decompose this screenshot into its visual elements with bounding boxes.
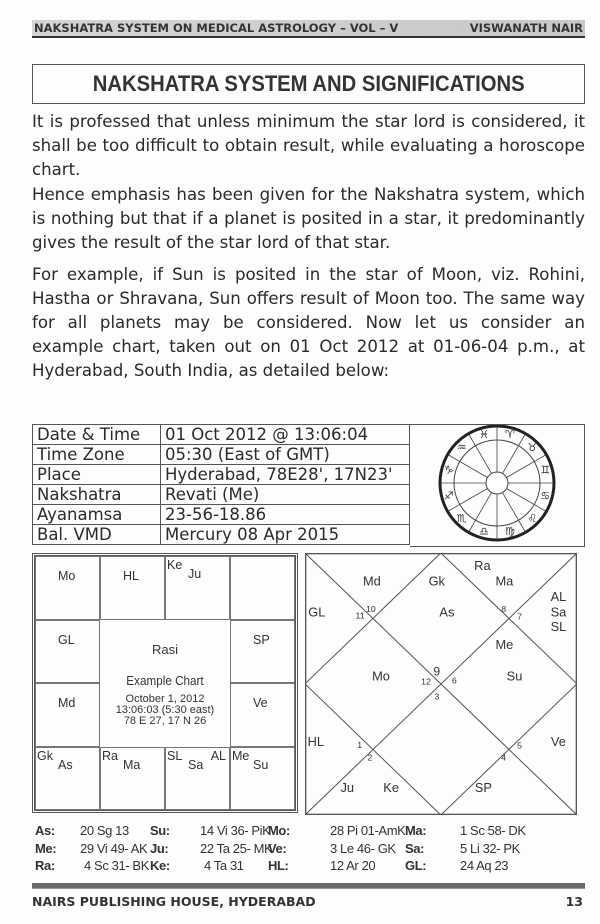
taurus-icon: ♉ <box>527 441 538 455</box>
planet-label: Su <box>253 757 269 772</box>
house-number: 1 <box>357 740 363 751</box>
planet-label: Ra <box>474 559 491 574</box>
pisces-icon: ♓ <box>479 428 489 442</box>
rasi-center <box>100 620 230 747</box>
planet-longitude: 1 Sc 58- DK <box>460 823 526 838</box>
planet-label: SP <box>474 781 492 795</box>
planet-longitude: 3 Le 46- GK <box>330 840 396 856</box>
detail-value: Revati (Me) <box>161 485 410 505</box>
positions-row <box>32 841 587 859</box>
planet-label: Ju <box>188 567 202 581</box>
planet-label: Su <box>506 669 523 684</box>
planet-label: Gk <box>37 748 53 763</box>
page-number: 13 <box>565 894 583 909</box>
book-title: NAKSHATRA SYSTEM ON MEDICAL ASTROLOGY – VOL – V <box>34 21 399 35</box>
planet-abbrev: Ra: <box>35 858 55 873</box>
gemini-icon: ♊ <box>540 463 551 477</box>
scorpio-icon: ♏ <box>456 511 467 525</box>
detail-value: 05:30 (East of GMT) <box>161 445 410 465</box>
house-number: 8 <box>501 604 507 614</box>
planet-longitude: 4 Sc 31- BK <box>84 858 149 873</box>
rasi-house-cell <box>230 620 295 684</box>
house-number: 9 <box>433 664 441 679</box>
planet-label: Me <box>232 748 250 763</box>
detail-value: Hyderabad, 78E28', 17N23' <box>161 465 410 485</box>
planet-label: Ma <box>123 757 141 772</box>
planet-label: SL <box>550 620 567 635</box>
detail-row <box>33 465 410 485</box>
detail-label: Place <box>33 465 161 485</box>
planet-label: HL <box>307 734 325 749</box>
house-number: 7 <box>517 611 523 622</box>
detail-value: 01 Oct 2012 @ 13:06:04 <box>161 425 410 445</box>
zodiac-wheel-box <box>410 424 585 547</box>
planet-label: Ju <box>340 781 355 795</box>
rasi-house-cell <box>35 556 100 620</box>
planet-abbrev: Mo: <box>268 823 290 838</box>
house-number: 4 <box>501 752 507 763</box>
planet-label: Md <box>58 696 76 710</box>
rasi-date: October 1, 2012 <box>125 692 205 705</box>
planet-longitude: 22 Ta 25- MK <box>200 840 273 856</box>
rasi-house-cell <box>35 747 100 811</box>
planet-label: AL <box>550 589 567 604</box>
detail-row <box>33 525 410 545</box>
detail-row <box>33 445 410 465</box>
rasi-time: 13:06:03 (5:30 east) <box>115 703 215 716</box>
detail-label: Nakshatra <box>33 485 161 505</box>
capricorn-icon: ♑ <box>443 463 454 477</box>
planet-label: GL <box>308 605 326 620</box>
aquarius-icon: ♒ <box>456 441 467 455</box>
planet-positions-table <box>32 823 587 876</box>
house-number: 12 <box>421 676 431 687</box>
planet-abbrev: Su: <box>150 823 170 838</box>
house-number: 6 <box>451 675 457 686</box>
planet-longitude: 29 Vi 49- AK <box>80 840 148 856</box>
planet-label: As <box>439 605 455 620</box>
birth-details-table <box>32 424 410 545</box>
planet-longitude: 4 Ta 31 <box>204 858 244 873</box>
wheel-spoke <box>449 455 488 478</box>
rasi-subtitle: Example Chart <box>126 672 204 688</box>
planet-longitude: 20 Sg 13 <box>80 823 129 838</box>
planet-abbrev: Ve: <box>268 840 287 856</box>
author: VISWANATH NAIR <box>469 21 583 35</box>
house-number: 11 <box>355 610 365 621</box>
libra-icon: ♎ <box>479 524 489 538</box>
running-header <box>32 20 585 38</box>
planet-label: Ve <box>253 696 268 710</box>
rasi-coords: 78 E 27, 17 N 26 <box>123 714 207 727</box>
rasi-house-cell <box>100 556 165 620</box>
positions-row <box>32 823 587 841</box>
planet-label: GL <box>58 632 75 647</box>
detail-row <box>33 485 410 505</box>
planet-abbrev: Ma: <box>405 823 427 838</box>
planet-label: Md <box>362 574 381 589</box>
planet-label: Ke <box>383 781 400 795</box>
detail-row <box>33 425 410 445</box>
planet-abbrev: Ke: <box>150 858 170 873</box>
planet-longitude: 24 Aq 23 <box>460 858 509 873</box>
planet-label: As <box>58 757 73 772</box>
detail-value: Mercury 08 Apr 2015 <box>161 525 410 545</box>
rasi-house-cell <box>230 556 295 620</box>
paragraph-3: For example, if Sun is posited in the star of Moon, viz. Rohini, Hastha or Shravana, Sun offers result of Moon too. The same way for all planets may be considered. Now let us consider an example chart, taken out on 01 Oct 2012 at 01-06-04 p.m., at Hyderabad, South India, as detailed below: <box>32 265 585 380</box>
aries-icon: ♈ <box>505 428 515 442</box>
rasi-house-cell <box>230 747 295 811</box>
sagittarius-icon: ♐ <box>443 489 454 503</box>
planet-longitude: 12 Ar 20 <box>330 858 376 873</box>
paragraph-1: It is professed that unless minimum the star lord is considered, it shall be too difficult to obtain result, while evaluating a horoscope chart. <box>32 112 585 179</box>
rasi-house-cell <box>35 620 100 684</box>
planet-label: Ke <box>167 558 183 572</box>
detail-value: 23-56-18.86 <box>161 505 410 525</box>
planet-abbrev: Me: <box>35 840 57 856</box>
planet-label: HL <box>123 569 139 583</box>
house-number: 5 <box>517 740 523 751</box>
detail-label: Ayanamsa <box>33 505 161 525</box>
house-number: 10 <box>366 604 376 614</box>
rasi-house-cell <box>230 683 295 747</box>
section-title-text: NAKSHATRA SYSTEM AND SIGNIFICATIONS <box>92 71 525 96</box>
rasi-chart <box>32 553 298 813</box>
planet-label: Gk <box>428 574 445 589</box>
detail-row <box>33 505 410 525</box>
detail-label: Date & Time <box>33 425 161 445</box>
planet-label: Ma <box>495 574 514 589</box>
leo-icon: ♌ <box>527 511 538 525</box>
planet-label: Ra <box>102 748 118 763</box>
footer-rule <box>32 883 585 889</box>
detail-label: Time Zone <box>33 445 161 465</box>
detail-label: Bal. VMD <box>33 525 161 545</box>
planet-label: Mo <box>58 569 76 583</box>
paragraph-2: Hence emphasis has been given for the Nakshatra system, which is nothing but that if a planet is posited in a star, it predominantly gives the result of the star lord of that star. <box>32 185 585 252</box>
planet-abbrev: Sa: <box>405 840 425 856</box>
rasi-title: Rasi <box>151 641 178 657</box>
planet-abbrev: HL: <box>268 858 289 873</box>
planet-label: Mo <box>372 669 390 684</box>
house-number: 3 <box>434 691 440 702</box>
footer <box>32 894 585 909</box>
planet-label: Me <box>495 638 514 653</box>
rasi-house-cell <box>165 747 230 811</box>
house-number: 2 <box>367 752 373 763</box>
planet-longitude: 5 Li 32- PK <box>460 840 520 856</box>
rasi-house-cell <box>100 747 165 811</box>
north-indian-chart <box>305 553 577 815</box>
planet-label: Sa <box>188 757 204 772</box>
planet-longitude: 28 Pi 01-AmK <box>330 823 406 838</box>
planet-abbrev: Ju: <box>150 840 169 856</box>
cancer-icon: ♋ <box>540 489 551 503</box>
zodiac-wheel-icon <box>410 425 584 546</box>
positions-row <box>32 858 587 876</box>
planet-longitude: 14 Vi 36- PiK <box>200 823 271 838</box>
section-title <box>32 64 585 104</box>
planet-label: Ve <box>550 734 566 749</box>
planet-label: AL <box>210 748 226 763</box>
planet-label: Sa <box>550 605 567 620</box>
rasi-house-cell <box>35 683 100 747</box>
rasi-house-cell <box>165 556 230 620</box>
publisher: NAIRS PUBLISHING HOUSE, HYDERABAD <box>32 894 316 909</box>
planet-label: SP <box>253 632 270 647</box>
virgo-icon: ♍ <box>505 524 515 538</box>
planet-label: SL <box>167 748 183 763</box>
planet-abbrev: GL: <box>405 858 427 873</box>
wheel-spoke <box>449 489 488 512</box>
planet-abbrev: As: <box>35 823 55 838</box>
